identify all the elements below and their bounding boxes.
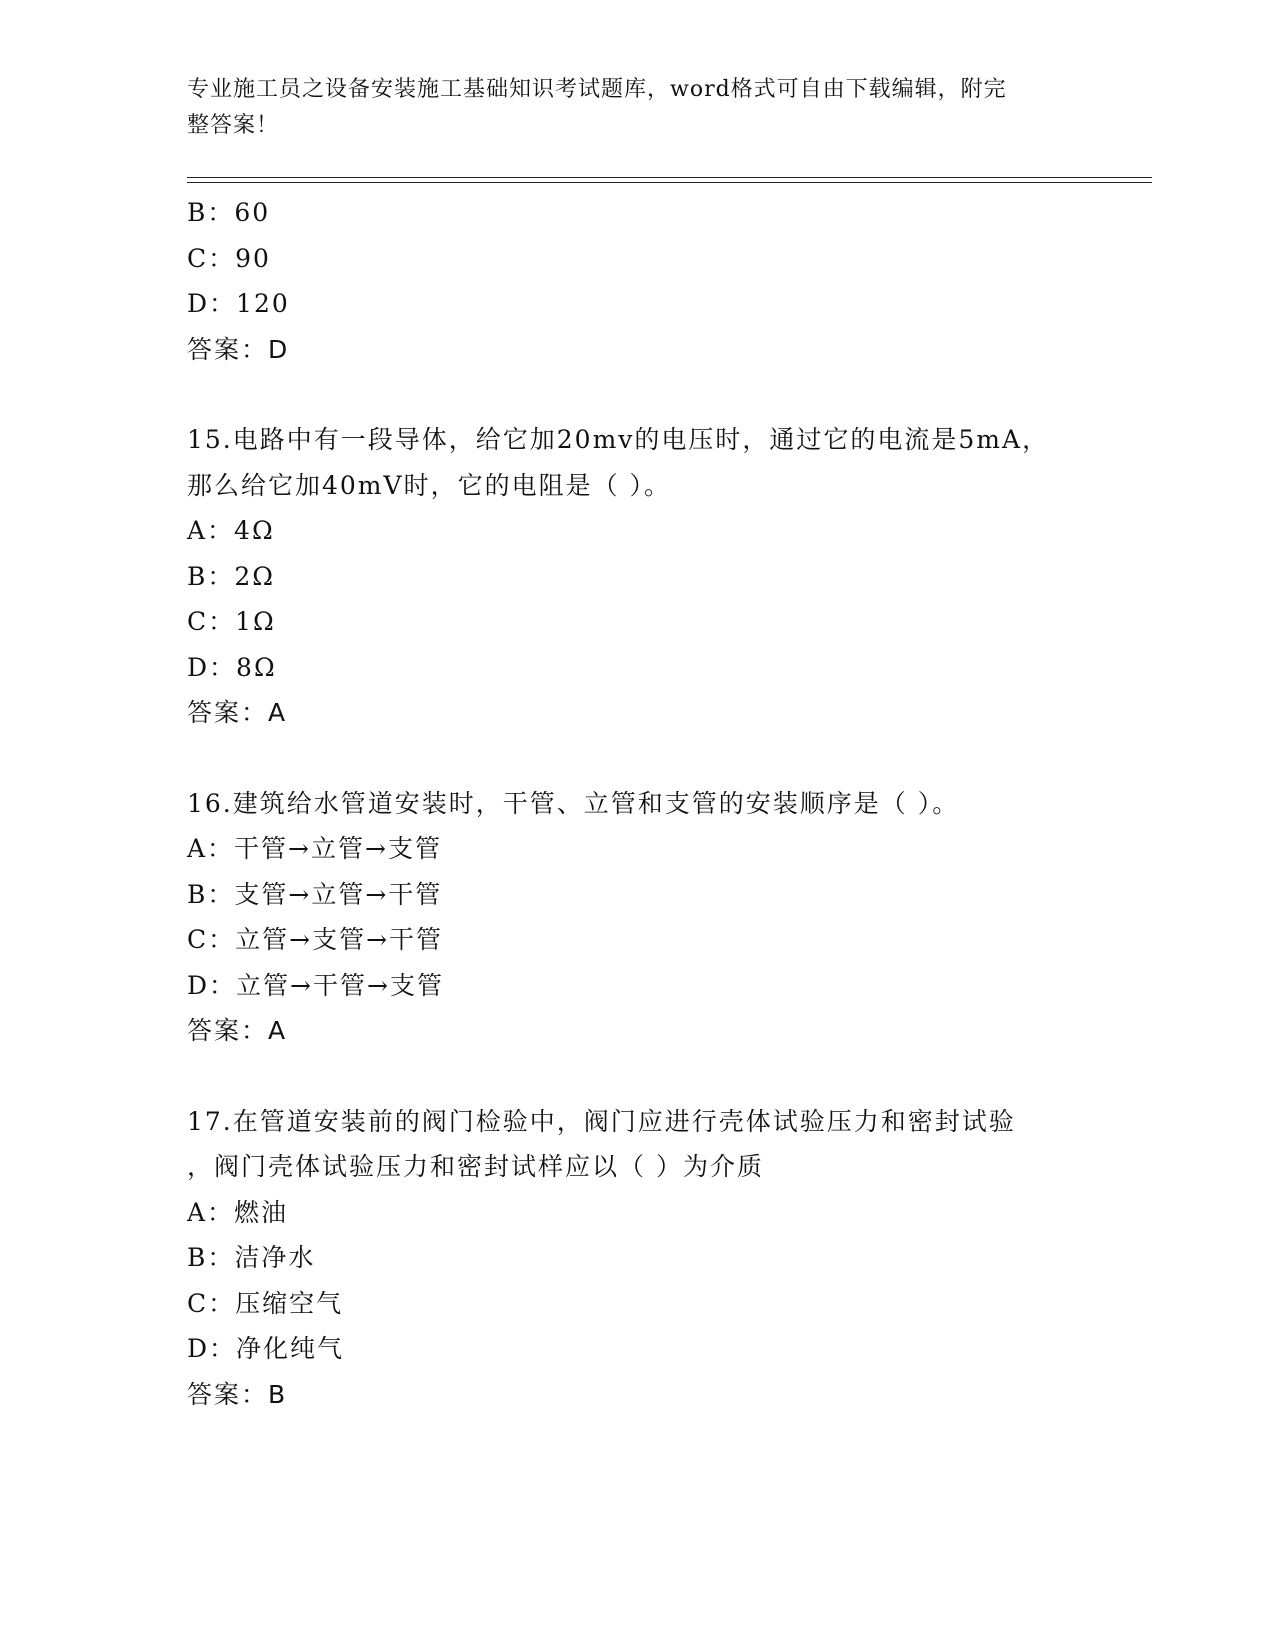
option-a: A：燃油 [187, 1197, 289, 1227]
option-d: D：120 [187, 289, 290, 318]
option-b: B：支管→立管→干管 [187, 879, 443, 909]
question-17 [187, 1099, 1087, 1418]
question-15 [187, 417, 1087, 736]
answer-line: 答案：A [187, 698, 288, 727]
option-a: A：干管→立管→支管 [187, 834, 442, 863]
option-c: C：压缩空气 [187, 1288, 344, 1318]
question-gap [187, 1054, 1087, 1099]
option-d: D：立管→干管→支管 [187, 970, 444, 1000]
question-list [187, 190, 1087, 1417]
question-16 [187, 781, 1087, 1054]
header-line-1: 专业施工员之设备安装施工基础知识考试题库，word格式可自由下载编辑，附完 [187, 77, 1007, 102]
header-divider-bottom [187, 182, 1152, 183]
page-header [187, 72, 1067, 144]
question-stem-line: 16.建筑给水管道安装时，干管、立管和支管的安装顺序是（ ）。 [187, 788, 960, 818]
question-stem-line: 17.在管道安装前的阀门检验中，阀门应进行壳体试验压力和密封试验 [187, 1106, 1016, 1136]
question-stem-line: 15.电路中有一段导体，给它加20mv的电压时，通过它的电流是5mA， [187, 425, 1050, 454]
header-line-2: 整答案！ [187, 113, 280, 138]
option-b: B：2Ω [187, 561, 276, 591]
answer-line: 答案：D [187, 334, 290, 364]
option-c: C：90 [187, 243, 271, 273]
option-b: B：洁净水 [187, 1243, 316, 1272]
option-c: C：1Ω [187, 607, 276, 636]
option-c: C：立管→支管→干管 [187, 925, 444, 954]
option-d: D：8Ω [187, 652, 277, 682]
question-stem-line: 那么给它加40mV时，它的电阻是（ ）。 [187, 470, 672, 500]
answer-line: 答案：B [187, 1379, 288, 1409]
question-gap [187, 372, 1087, 417]
question-14-tail [187, 190, 1087, 372]
question-gap [187, 736, 1087, 781]
option-a: A：4Ω [187, 516, 275, 545]
answer-line: 答案：A [187, 1016, 288, 1045]
question-stem-line: ，阀门壳体试验压力和密封试样应以（ ）为介质 [187, 1152, 764, 1181]
option-b: B：60 [187, 198, 271, 227]
option-d: D：净化纯气 [187, 1334, 345, 1363]
header-divider-top [187, 177, 1152, 178]
